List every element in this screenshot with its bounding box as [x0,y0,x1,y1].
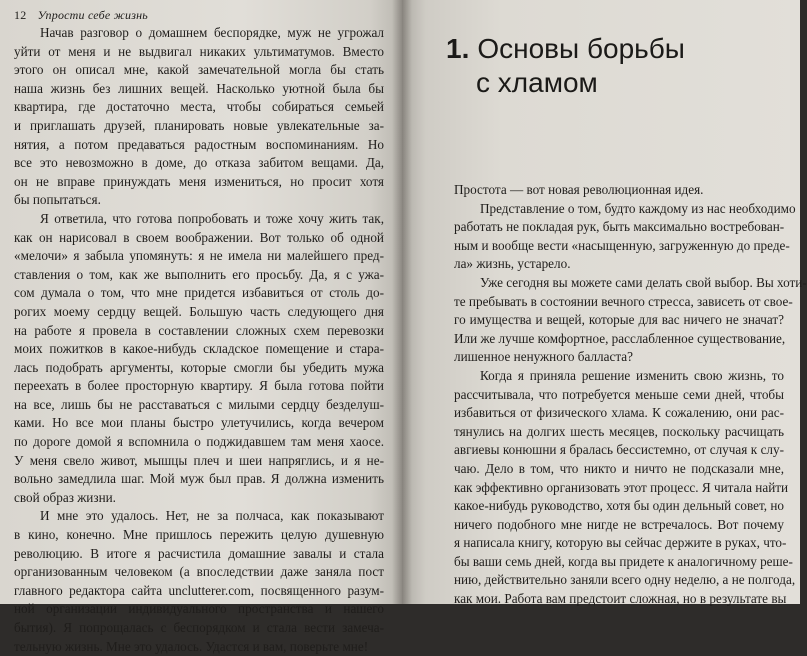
text-line: И мне это удалось. Нет, не за полчаса, как показывают [40,508,384,524]
text-line: Уже сегодня вы можете сами делать свой выбор. Вы хоти- [480,274,807,290]
text-line: чаю. Дело в том, что никто и ничто не подсказали мне, [454,460,784,476]
text-line: все это невозможно в доме, до отказа забитом вещами. Да, [14,155,384,171]
paragraph [14,507,384,656]
paragraph [454,181,784,200]
text-line: лишенное ненужного балласта? [454,349,633,365]
text-line: рассчитывала, что потребуется меньше семи дней, чтобы [454,386,784,402]
right-page [402,0,807,607]
text-line: моих пожитков в какое-нибудь складское помещение и стара- [14,341,384,357]
right-body-text [454,181,807,609]
paragraph [14,24,384,210]
chapter-number: 1. [446,33,470,64]
page-number: 12 [14,8,27,22]
text-line: работать не покладая рук, быть максимально востребован- [454,219,785,235]
text-line: на все, лишь бы не расставаться с милыми сердцу безделуш- [14,396,384,412]
text-line: на работе я провела в составлении сложных схем перевозки [14,322,384,338]
text-line: как мои. Работа вам предстоит сложная, но в результате вы [454,591,787,607]
text-line: наша жизнь без лишних вещей. Насколько уютной была бы [14,80,384,96]
running-head [14,8,148,23]
text-line: сом думала о том, что мне придется избавиться от столь до- [14,285,384,301]
text-line: Простота — вот новая революционная идея. [454,182,704,197]
text-line: ла» жизнь, устарело. [454,256,571,272]
text-line: ной организации индивидуального пространства и нашего [14,601,384,617]
text-line: переехать в более просторную квартиру. Я была готова пойти [14,378,384,394]
text-line: ками. Но все мои планы быстро улетучились, когда вечером [14,415,384,431]
text-line: квартира, где достаточно места, чтобы собираться семьей [14,99,384,115]
running-title: Упрости себе жизнь [37,8,148,22]
text-line: революцию. В итоге я расчистила домашние завалы и стала [14,545,384,561]
text-line: организованным человеком (а впоследствии даже заняла пост [14,564,384,580]
book-gutter [392,0,412,604]
text-line: нию, действительно заняли всего одну неделю, а не полгода, [454,572,796,588]
text-line: Представление о том, будто каждому из нас необходимо [480,200,796,216]
text-line: бы ваши семь дней, когда вы придете к аналогичному реше- [454,553,793,569]
paragraph [14,210,384,508]
paragraph [454,200,796,274]
text-line: Когда я приняла решение изменить свою жизнь, то [480,367,784,383]
text-line: по дороге домой я вспомнила о поджидавшем там меня хаосе. [14,434,384,450]
paragraph [454,274,807,367]
text-line: Я ответила, что готова попробовать и тоже хочу жить так, [40,210,384,226]
text-line: ничего подобного мне нигде не встречалось. Вот почему [454,516,784,532]
text-line: и приглашать друзей, планировать новые увлекательные за- [14,117,384,133]
text-line: Начав разговор о домашнем беспорядке, муж не угрожал [40,25,384,40]
text-line: главного редактора сайта unclutterer.com, посвященного разум- [14,582,384,598]
text-line: как эффективно организовать этот процесс. Я читала найти [454,479,789,495]
text-line: он не вправе принуждать меня измениться, но просит хотя [14,173,384,189]
text-line: как он нарисовал в своем воображении. Вот только об одной [14,229,384,245]
text-line: лась подобрать аргументы, которые смогли бы убедить мужа [14,359,384,375]
text-line: свой образ жизни. [14,489,116,505]
text-line: рогих моему сердцу вещей. Большую часть следующего дня [14,303,384,319]
text-line: бы попытаться. [14,192,101,208]
left-page [0,0,402,654]
chapter-heading [446,32,776,100]
text-line: «мелочи» я забыла упомянуть: я не имела ни малейшего пред- [14,248,384,264]
text-line: вольно замедлила шаг. Мой муж был прав. Я должна изменить [14,471,384,487]
text-line: Или же лучше комфортное, расслабленное существование, [454,330,786,346]
text-line: авгиевы конюшни я бралась бессистемно, от случая к слу- [454,442,784,458]
text-line: ным и вообще вести «насыщенную, загруженную до преде- [454,237,790,253]
text-line: какое-нибудь руководство, хотя бы один дельный совет, но [454,498,784,514]
text-line: ставления о том, как же выполнить его просьбу. Да, я с ужа- [14,266,384,282]
text-line: нятия, а потом предаваться радостным воспоминаниям. Но [14,136,384,152]
text-line: я написала книгу, которую вы сейчас держите в руках, что- [454,535,787,551]
chapter-title-line2: с хламом [476,67,598,98]
text-line: тельную жизнь. Мне это удалось. Удастся и вам, поверьте мне! [14,638,369,654]
text-line: тянулись на долгих шесть месяцев, поскольку расчищать [454,423,784,439]
text-line: избавиться от физического хлама. К сожалению, они рас- [454,405,784,421]
text-line: те пребывать в состоянии вечного стресса, зависеть от свое- [454,293,793,309]
paragraph [454,367,796,609]
text-line: бытия). Я попрощалась с беспорядком и стала вести замеча- [14,620,384,635]
text-line: уйти от меня и не выдвигал никаких ультиматумов. Вместо [14,43,384,59]
text-line: У меня свело живот, мышцы плеч и шеи напряглись, и я не- [14,452,384,468]
left-body-text [14,24,384,656]
text-line: го имущества и вещей, которые для вас ничего не значат? [454,312,784,328]
text-line: этого он описал мне, какой замечательной могла бы стать [14,62,384,78]
chapter-title-line1: Основы борьбы [477,33,685,64]
text-line: в кино, конечно. Мне пришлось пережить целую душевную [14,527,384,543]
